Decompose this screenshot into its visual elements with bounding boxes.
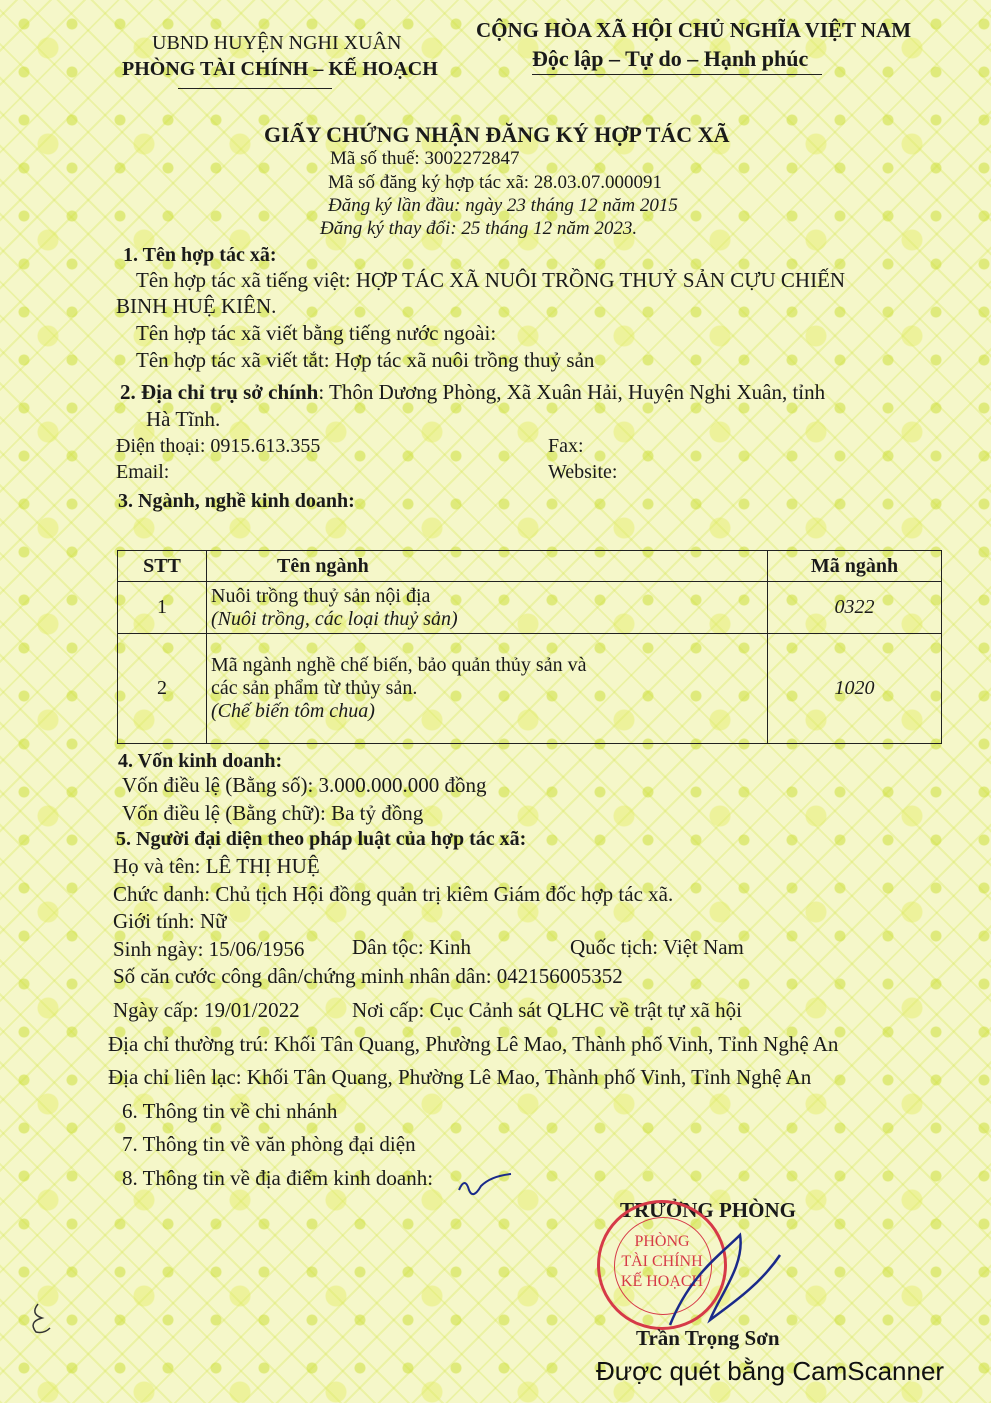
- fax: Fax:: [548, 435, 584, 457]
- rep-dob: Sinh ngày: 15/06/1956: [113, 937, 305, 961]
- agency-underline: [178, 88, 332, 89]
- national-motto: Độc lập – Tự do – Hạnh phúc: [532, 46, 809, 71]
- signer-name: Trần Trọng Sơn: [636, 1326, 780, 1350]
- row-code: 1020: [768, 634, 942, 744]
- website: Website:: [548, 461, 618, 483]
- section5-heading: 5. Người đại diện theo pháp luật của hợp tác xã:: [116, 828, 527, 850]
- rep-title: Chức danh: Chủ tịch Hội đồng quản trị kiêm Giám đốc hợp tác xã.: [113, 882, 674, 906]
- agency-top: UBND HUYỆN NGHI XUÂN: [152, 32, 402, 54]
- section2-heading: 2. Địa chỉ trụ sở chính: [120, 380, 319, 404]
- row-code: 0322: [768, 582, 942, 634]
- section4-heading: 4. Vốn kinh doanh:: [118, 750, 283, 772]
- stamp-text-line3: KẾ HOẠCH: [620, 1273, 704, 1290]
- table-row: [118, 634, 942, 744]
- table-row: [118, 582, 942, 634]
- row-name-text: Nuôi trồng thuỷ sản nội địa: [211, 584, 431, 607]
- rep-nationality: Quốc tịch: Việt Nam: [570, 935, 744, 959]
- stamp-text-line1: PHÒNG: [634, 1233, 690, 1250]
- rep-issue-place: Nơi cấp: Cục Cảnh sát QLHC về trật tự xã hội: [352, 998, 742, 1022]
- row-stt: 2: [118, 634, 207, 744]
- col-name: Tên ngành: [207, 551, 768, 582]
- section6: 6. Thông tin về chi nhánh: [122, 1099, 338, 1123]
- row-name: [207, 634, 768, 744]
- coop-vietnamese-name-cont: BINH HUỆ KIÊN.: [116, 294, 277, 318]
- section2-address-row: [120, 380, 825, 405]
- row-note: (Nuôi trồng, các loại thuỷ sản): [211, 607, 458, 630]
- business-lines-table: [117, 550, 942, 744]
- row-name: [207, 582, 768, 634]
- rep-id-number: Số căn cước công dân/chứng minh nhân dân: 042156005352: [113, 964, 623, 988]
- section3-heading: 3. Ngành, nghề kinh doanh:: [118, 490, 355, 512]
- section7: 7. Thông tin về văn phòng đại diện: [122, 1132, 416, 1156]
- agency-dept: PHÒNG TÀI CHÍNH – KẾ HOẠCH: [122, 58, 438, 80]
- row-name-text: Mã ngành nghề chế biến, bảo quản thủy sản và: [211, 654, 587, 676]
- signer-role: TRƯỞNG PHÒNG: [620, 1198, 796, 1222]
- phone: Điện thoại: 0915.613.355: [116, 435, 321, 457]
- tax-code: Mã số thuế: 3002272847: [330, 148, 520, 169]
- section1-heading: 1. Tên hợp tác xã:: [123, 244, 277, 266]
- country-name: CỘNG HÒA XÃ HỘI CHỦ NGHĨA VIỆT NAM: [476, 18, 912, 42]
- coop-vietnamese-name: Tên hợp tác xã tiếng việt: HỢP TÁC XÃ NUÔI TRỒNG THUỶ SẢN CỰU CHIẾN: [136, 268, 846, 292]
- first-registration: Đăng ký lần đầu: ngày 23 tháng 12 năm 2015: [328, 195, 678, 216]
- head-office-address-cont: Hà Tĩnh.: [146, 407, 221, 431]
- table-header-row: [118, 551, 942, 582]
- rep-ethnicity: Dân tộc: Kinh: [352, 935, 471, 959]
- document-title: GIẤY CHỨNG NHẬN ĐĂNG KÝ HỢP TÁC XÃ: [264, 122, 730, 147]
- col-stt: STT: [118, 551, 207, 582]
- row-note: (Chế biến tôm chua): [211, 700, 375, 722]
- stamp-text-line2: TÀI CHÍNH: [621, 1253, 703, 1270]
- rep-gender: Giới tính: Nữ: [113, 909, 227, 933]
- margin-scribble-icon: [20, 1300, 60, 1340]
- motto-underline: [532, 74, 822, 75]
- rep-name: Họ và tên: LÊ THỊ HUỆ: [113, 854, 320, 878]
- coop-foreign-name: Tên hợp tác xã viết bằng tiếng nước ngoài:: [136, 321, 497, 345]
- change-registration: Đăng ký thay đổi: 25 tháng 12 năm 2023.: [320, 218, 638, 239]
- email: Email:: [116, 461, 170, 483]
- rep-residence: Địa chỉ thường trú: Khối Tân Quang, Phường Lê Mao, Thành phố Vinh, Tỉnh Nghệ An: [108, 1032, 839, 1056]
- handwritten-mark-icon: [455, 1170, 515, 1200]
- rep-issue-date: Ngày cấp: 19/01/2022: [113, 998, 300, 1022]
- capital-words: Vốn điều lệ (Bằng chữ): Ba tỷ đồng: [122, 801, 424, 825]
- section8: 8. Thông tin về địa điểm kinh doanh:: [122, 1166, 434, 1190]
- col-code: Mã ngành: [768, 551, 942, 582]
- registration-code: Mã số đăng ký hợp tác xã: 28.03.07.000091: [328, 172, 663, 193]
- scanner-watermark: Được quét bằng CamScanner: [596, 1356, 945, 1386]
- row-stt: 1: [118, 582, 207, 634]
- rep-contact-address: Địa chỉ liên lạc: Khối Tân Quang, Phường Lê Mao, Thành phố Vinh, Tỉnh Nghệ An: [108, 1065, 812, 1089]
- coop-short-name: Tên hợp tác xã viết tắt: Hợp tác xã nuôi trồng thuỷ sản: [136, 348, 595, 372]
- capital-number: Vốn điều lệ (Bằng số): 3.000.000.000 đồng: [122, 773, 487, 797]
- head-office-address: : Thôn Dương Phòng, Xã Xuân Hải, Huyện Nghi Xuân, tỉnh: [318, 380, 826, 404]
- row-name-text-cont: các sản phẩm từ thủy sản.: [211, 677, 418, 699]
